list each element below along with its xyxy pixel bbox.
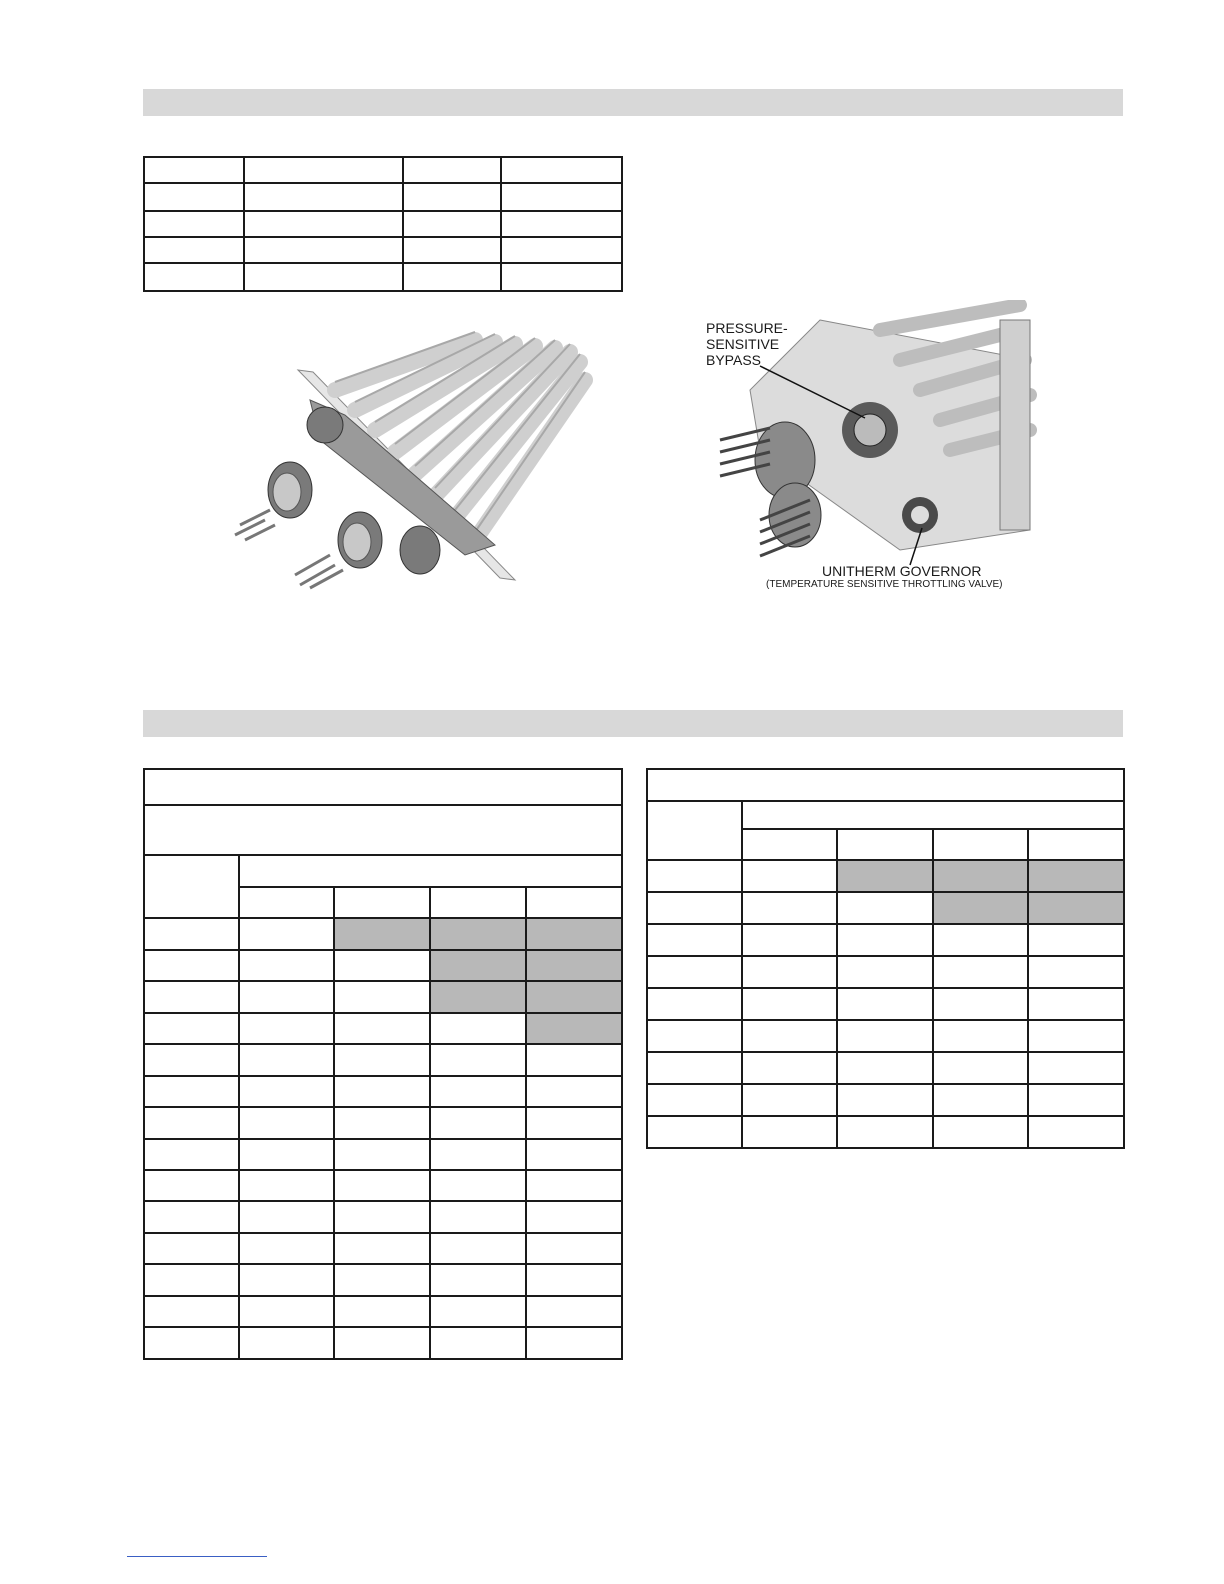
bypass-label-line3: BYPASS	[706, 352, 761, 368]
data-table-left	[143, 768, 623, 1360]
section-header-bar-2	[143, 710, 1123, 737]
spec-table-top	[143, 156, 623, 292]
governor-sublabel: (TEMPERATURE SENSITIVE THROTTLING VALVE)	[766, 579, 1003, 590]
bypass-label-line2: SENSITIVE	[706, 336, 780, 352]
governor-label: UNITHERM GOVERNOR	[822, 563, 982, 579]
data-table-right	[646, 768, 1125, 1149]
bypass-label-line1: PRESSURE-	[706, 320, 788, 336]
footer-link-underline	[127, 1556, 267, 1557]
tube-bundle-figure	[225, 330, 595, 592]
section-header-bar-1	[143, 89, 1123, 116]
